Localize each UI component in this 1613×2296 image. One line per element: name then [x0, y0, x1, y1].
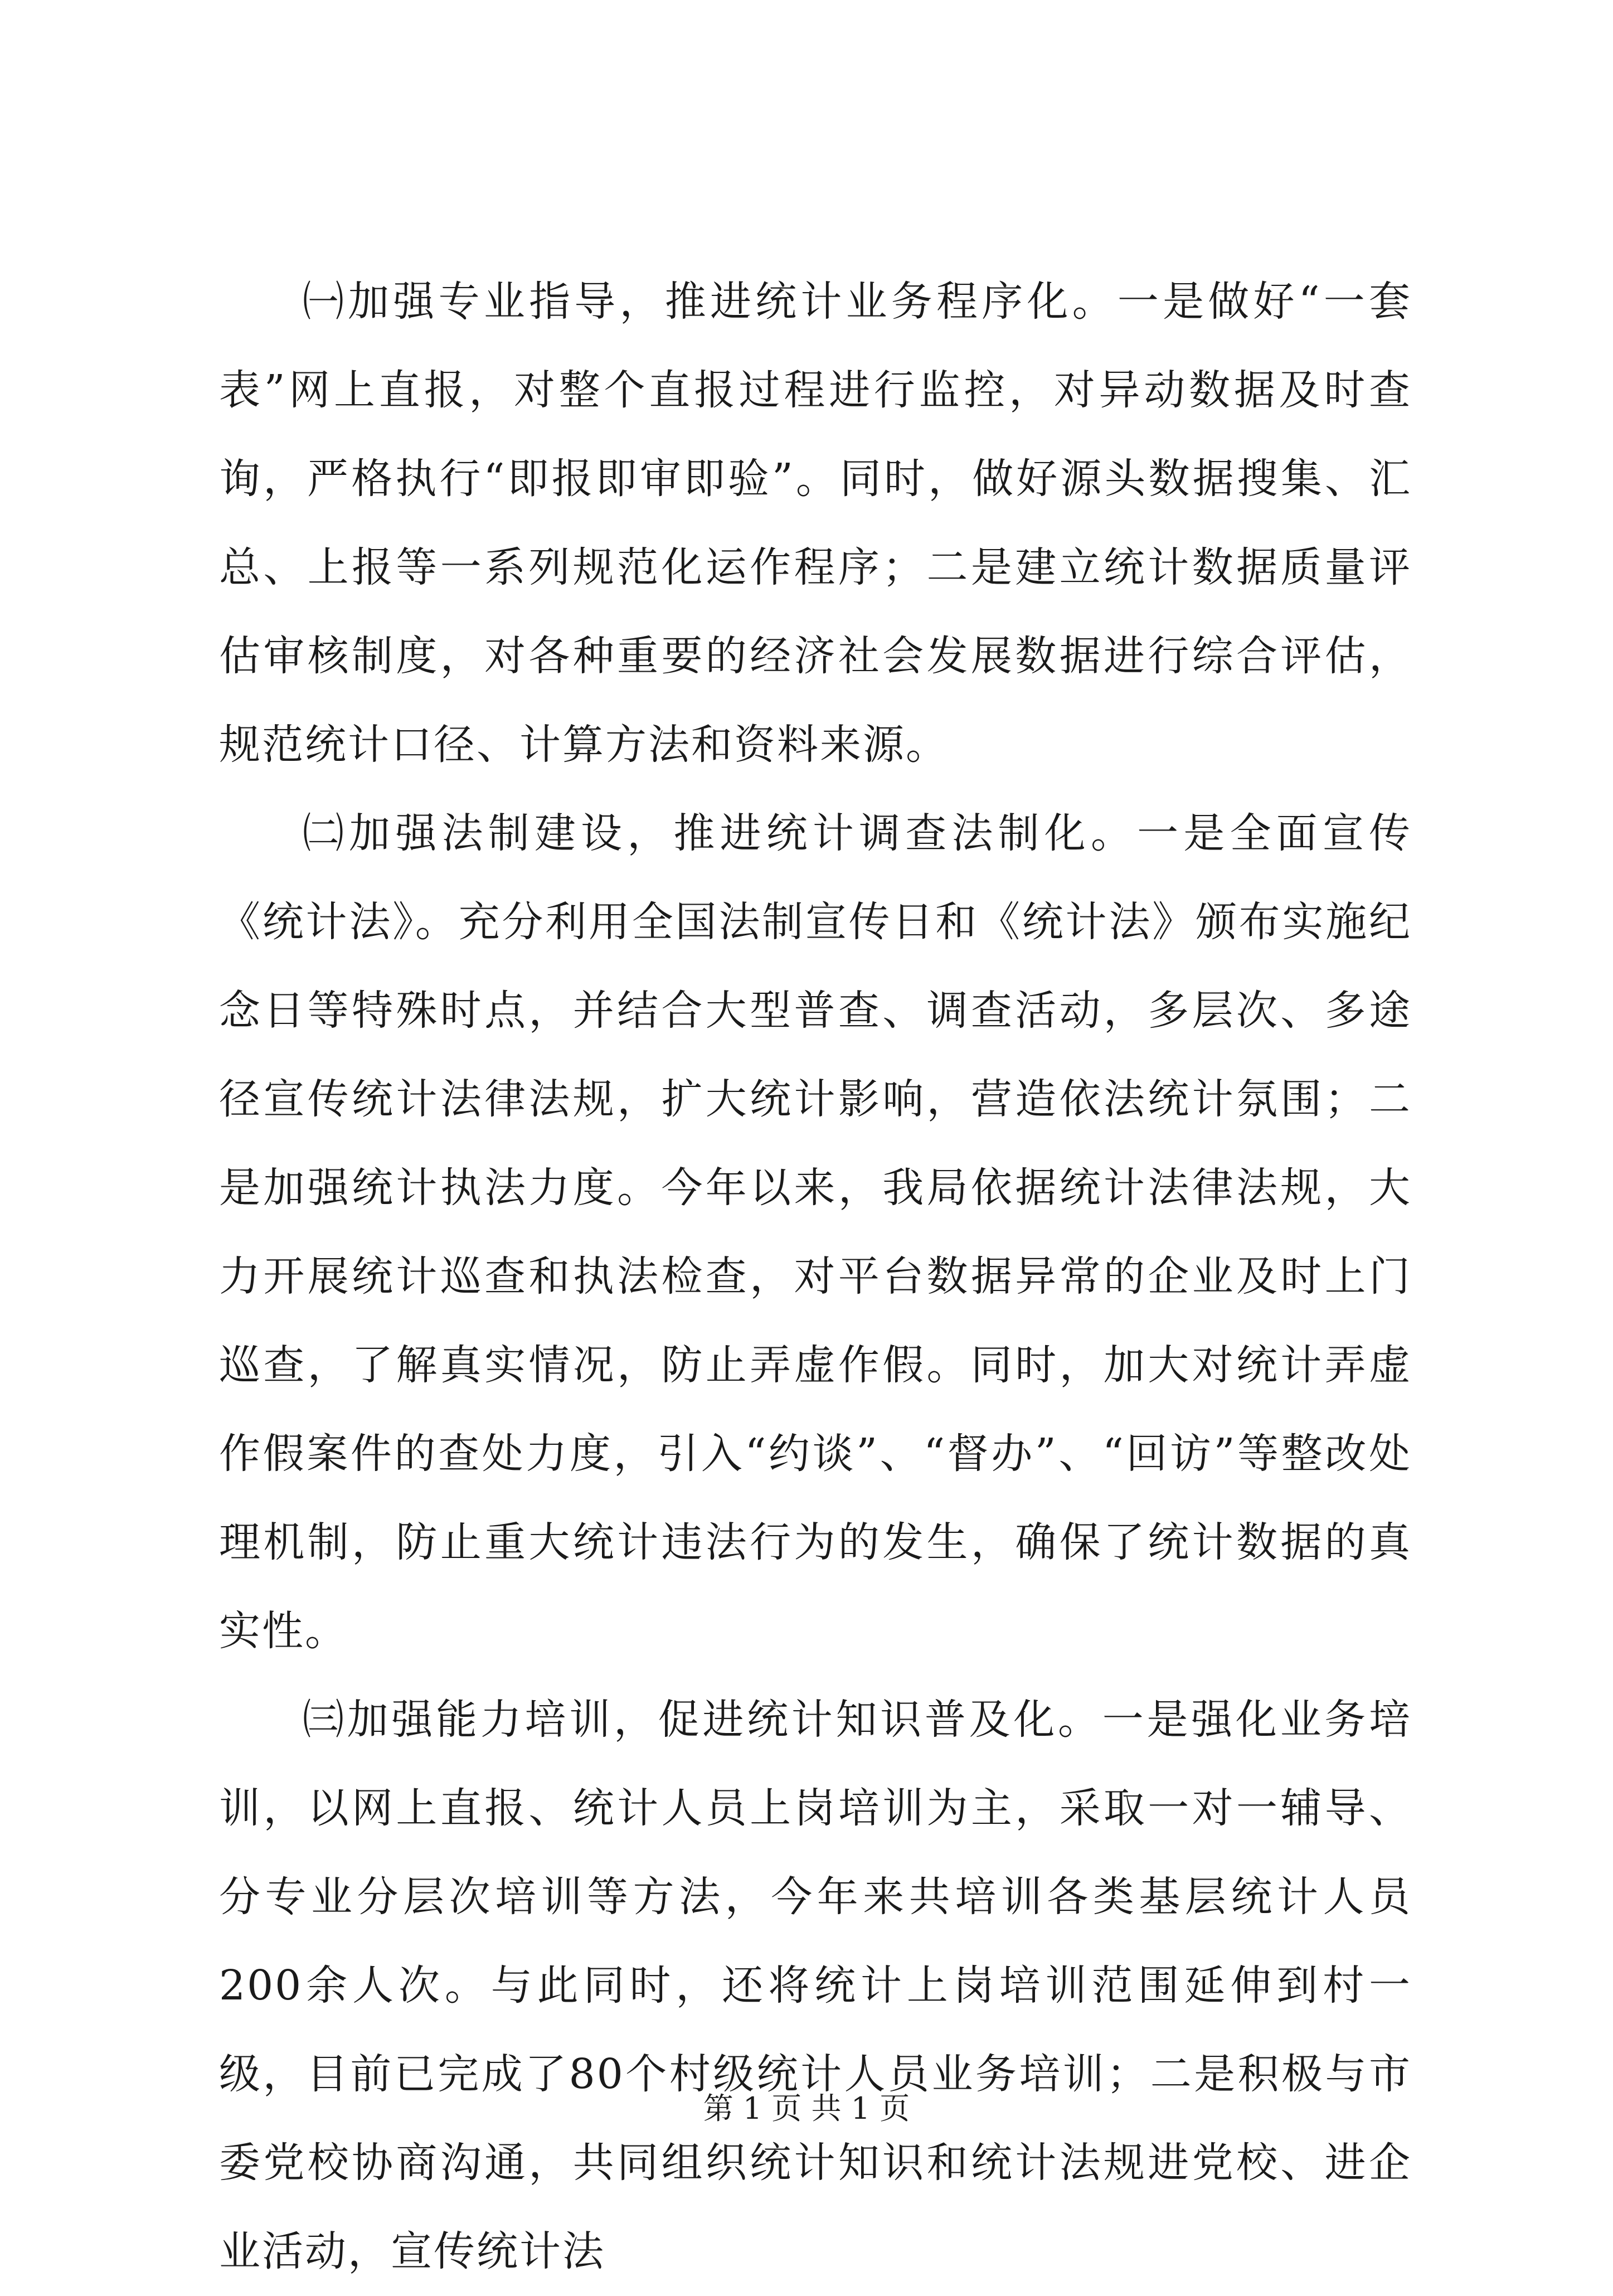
paragraph-3: ㈢加强能力培训，促进统计知识普及化。一是强化业务培训，以网上直报、统计人员上岗培训为主，采取一对一辅导、分专业分层次培训等方法，今年来共培训各类基层统计人员200余人次。与此同时，还将统计上岗培训范围延伸到村一级，目前已完成了80个村级统计人员业务培训；二是积极与市委党校协商沟通，共同组织统计知识和统计法规进党校、进企业活动，宣传统计法 — [219, 1696, 1412, 2275]
document-body — [219, 258, 1412, 2296]
paragraph-2: ㈡加强法制建设，推进统计调查法制化。一是全面宣传《统计法》。充分利用全国法制宣传日和《统计法》颁布实施纪念日等特殊时点，并结合大型普查、调查活动，多层次、多途径宣传统计法律法规，扩大统计影响，营造依法统计氛围；二是加强统计执法力度。今年以来，我局依据统计法律法规，大力开展统计巡查和执法检查，对平台数据异常的企业及时上门巡查，了解真实情况，防止弄虚作假。同时，加大对统计弄虚作假案件的查处力度，引入“约谈”、“督办”、“回访”等整改处理机制，防止重大统计违法行为的发生，确保了统计数据的真实性。 — [219, 809, 1412, 1655]
paragraph-1: ㈠加强专业指导，推进统计业务程序化。一是做好“一套表”网上直报，对整个直报过程进行监控，对异动数据及时查询，严格执行“即报即审即验”。同时，做好源头数据搜集、汇总、上报等一系列规范化运作程序；二是建立统计数据质量评估审核制度，对各种重要的经济社会发展数据进行综合评估，规范统计口径、计算方法和资料来源。 — [219, 278, 1412, 769]
page-footer: 第 1 页 共 1 页 — [703, 2091, 910, 2126]
